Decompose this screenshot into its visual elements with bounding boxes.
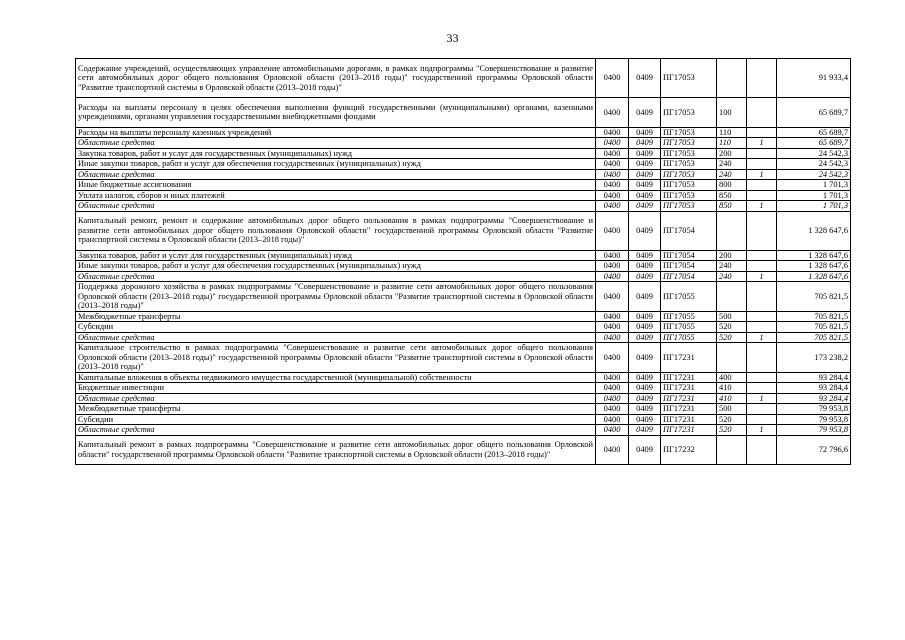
row-podrazdel: 0409 bbox=[629, 190, 661, 201]
row-expense-type bbox=[717, 435, 747, 465]
row-amount: 93 284,4 bbox=[777, 372, 851, 383]
table-row bbox=[76, 59, 851, 98]
row-expense-type: 110 bbox=[717, 127, 747, 138]
row-name: Закупка товаров, работ и услуг для государственных (муниципальных) нужд bbox=[76, 148, 596, 159]
row-amount: 705 821,5 bbox=[777, 322, 851, 333]
row-target-code: ПГ17053 bbox=[661, 98, 717, 128]
row-name: Иные закупки товаров, работ и услуг для обеспечения государственных (муниципальных) нужд bbox=[76, 159, 596, 170]
row-name: Закупка товаров, работ и услуг для государственных (муниципальных) нужд bbox=[76, 250, 596, 261]
row-amount: 705 821,5 bbox=[777, 282, 851, 312]
row-podrazdel: 0409 bbox=[629, 404, 661, 415]
row-target-code: ПГ17053 bbox=[661, 148, 717, 159]
row-razdel: 0400 bbox=[596, 372, 629, 383]
table-row bbox=[76, 332, 851, 343]
budget-table bbox=[75, 58, 851, 465]
row-expense-type: 520 bbox=[717, 332, 747, 343]
row-expense-type: 850 bbox=[717, 201, 747, 212]
table-row bbox=[76, 138, 851, 149]
row-name: Капитальное строительство в рамках подпрограммы "Совершенствование и развитие сети автомобильных дорог общего пользования Орловской области (2013–2018 годы)" государственной программы Орловской области "Развитие транспортной системы в Орловской области (2013–2018 годы)" bbox=[76, 343, 596, 373]
row-podrazdel: 0409 bbox=[629, 98, 661, 128]
row-razdel: 0400 bbox=[596, 98, 629, 128]
row-target-code: ПГ17054 bbox=[661, 211, 717, 250]
row-podrazdel: 0409 bbox=[629, 127, 661, 138]
row-amount: 1 328 647,6 bbox=[777, 250, 851, 261]
page-number: 33 bbox=[446, 31, 459, 45]
row-podrazdel: 0409 bbox=[629, 372, 661, 383]
table-row bbox=[76, 159, 851, 170]
row-podrazdel: 0409 bbox=[629, 383, 661, 394]
row-razdel: 0400 bbox=[596, 393, 629, 404]
row-amount: 93 284,4 bbox=[777, 383, 851, 394]
row-podrazdel: 0409 bbox=[629, 169, 661, 180]
row-amount: 93 284,4 bbox=[777, 393, 851, 404]
table-row bbox=[76, 190, 851, 201]
row-name: Субсидии bbox=[76, 322, 596, 333]
row-funding-source bbox=[747, 98, 777, 128]
table-row bbox=[76, 404, 851, 415]
table-row bbox=[76, 127, 851, 138]
row-funding-source: 1 bbox=[747, 332, 777, 343]
row-funding-source bbox=[747, 211, 777, 250]
row-amount: 705 821,5 bbox=[777, 311, 851, 322]
row-funding-source bbox=[747, 250, 777, 261]
row-razdel: 0400 bbox=[596, 404, 629, 415]
table-row bbox=[76, 393, 851, 404]
row-razdel: 0400 bbox=[596, 148, 629, 159]
row-target-code: ПГ17231 bbox=[661, 393, 717, 404]
row-podrazdel: 0409 bbox=[629, 322, 661, 333]
row-name: Капитальный ремонт в рамках подпрограммы "Совершенствование и развитие сети автомобильных дорог общего пользования Орловской области" государственной программы Орловской области "Развитие транспортной системы в Орловской области (2013–2018 годы)" bbox=[76, 435, 596, 465]
row-funding-source bbox=[747, 372, 777, 383]
table-row bbox=[76, 282, 851, 312]
row-name: Областные средства bbox=[76, 332, 596, 343]
row-expense-type: 200 bbox=[717, 148, 747, 159]
row-funding-source bbox=[747, 414, 777, 425]
row-podrazdel: 0409 bbox=[629, 211, 661, 250]
row-amount: 79 953,8 bbox=[777, 425, 851, 436]
table-row bbox=[76, 271, 851, 282]
row-funding-source bbox=[747, 343, 777, 373]
row-funding-source bbox=[747, 148, 777, 159]
row-target-code: ПГ17053 bbox=[661, 201, 717, 212]
row-expense-type: 520 bbox=[717, 414, 747, 425]
row-funding-source bbox=[747, 322, 777, 333]
row-target-code: ПГ17231 bbox=[661, 425, 717, 436]
row-funding-source bbox=[747, 180, 777, 191]
table-row bbox=[76, 169, 851, 180]
row-funding-source: 1 bbox=[747, 138, 777, 149]
row-expense-type: 100 bbox=[717, 98, 747, 128]
row-funding-source bbox=[747, 383, 777, 394]
row-funding-source bbox=[747, 282, 777, 312]
row-razdel: 0400 bbox=[596, 425, 629, 436]
row-podrazdel: 0409 bbox=[629, 138, 661, 149]
row-amount: 65 689,7 bbox=[777, 98, 851, 128]
row-podrazdel: 0409 bbox=[629, 414, 661, 425]
row-razdel: 0400 bbox=[596, 271, 629, 282]
row-podrazdel: 0409 bbox=[629, 311, 661, 322]
row-target-code: ПГ17054 bbox=[661, 250, 717, 261]
row-funding-source: 1 bbox=[747, 201, 777, 212]
row-expense-type: 800 bbox=[717, 180, 747, 191]
row-amount: 24 542,3 bbox=[777, 159, 851, 170]
row-expense-type bbox=[717, 343, 747, 373]
row-podrazdel: 0409 bbox=[629, 282, 661, 312]
row-amount: 1 328 647,6 bbox=[777, 271, 851, 282]
row-funding-source bbox=[747, 311, 777, 322]
row-target-code: ПГ17055 bbox=[661, 311, 717, 322]
table-row bbox=[76, 383, 851, 394]
row-expense-type: 500 bbox=[717, 311, 747, 322]
row-name: Иные закупки товаров, работ и услуг для обеспечения государственных (муниципальных) нужд bbox=[76, 261, 596, 272]
row-razdel: 0400 bbox=[596, 159, 629, 170]
row-funding-source bbox=[747, 127, 777, 138]
row-podrazdel: 0409 bbox=[629, 261, 661, 272]
row-amount: 79 953,8 bbox=[777, 414, 851, 425]
row-name: Межбюджетные трансферты bbox=[76, 311, 596, 322]
row-razdel: 0400 bbox=[596, 59, 629, 98]
table-row bbox=[76, 322, 851, 333]
row-target-code: ПГ17055 bbox=[661, 322, 717, 333]
row-target-code: ПГ17053 bbox=[661, 127, 717, 138]
row-amount: 24 542,3 bbox=[777, 169, 851, 180]
row-name: Расходы на выплаты персоналу в целях обеспечения выполнения функций государственными (муниципальными) органами, казенными учреждениями, органами управления государственными внебюджетными фондами bbox=[76, 98, 596, 128]
row-funding-source bbox=[747, 435, 777, 465]
row-amount: 1 328 647,6 bbox=[777, 211, 851, 250]
row-expense-type: 240 bbox=[717, 159, 747, 170]
table-row bbox=[76, 180, 851, 191]
row-razdel: 0400 bbox=[596, 435, 629, 465]
row-amount: 173 238,2 bbox=[777, 343, 851, 373]
row-expense-type bbox=[717, 59, 747, 98]
row-funding-source bbox=[747, 159, 777, 170]
table-row bbox=[76, 98, 851, 128]
row-funding-source: 1 bbox=[747, 393, 777, 404]
row-amount: 79 953,8 bbox=[777, 404, 851, 415]
row-razdel: 0400 bbox=[596, 138, 629, 149]
row-razdel: 0400 bbox=[596, 311, 629, 322]
row-name: Межбюджетные трансферты bbox=[76, 404, 596, 415]
row-target-code: ПГ17053 bbox=[661, 169, 717, 180]
row-target-code: ПГ17231 bbox=[661, 372, 717, 383]
row-target-code: ПГ17054 bbox=[661, 261, 717, 272]
row-target-code: ПГ17054 bbox=[661, 271, 717, 282]
row-amount: 91 933,4 bbox=[777, 59, 851, 98]
row-expense-type: 240 bbox=[717, 261, 747, 272]
row-name: Областные средства bbox=[76, 201, 596, 212]
row-amount: 65 689,7 bbox=[777, 138, 851, 149]
row-name: Областные средства bbox=[76, 425, 596, 436]
row-name: Поддержка дорожного хозяйства в рамках подпрограммы "Совершенствование и развитие сети автомобильных дорог общего пользования Орловской области (2013–2018 годы)" государственной программы Орловской области "Развитие транспортной системы в Орловской области (2013–2018 годы)" bbox=[76, 282, 596, 312]
row-amount: 705 821,5 bbox=[777, 332, 851, 343]
row-razdel: 0400 bbox=[596, 127, 629, 138]
row-amount: 1 328 647,6 bbox=[777, 261, 851, 272]
row-razdel: 0400 bbox=[596, 201, 629, 212]
row-amount: 65 689,7 bbox=[777, 127, 851, 138]
row-amount: 1 701,3 bbox=[777, 180, 851, 191]
table-row bbox=[76, 201, 851, 212]
row-expense-type: 240 bbox=[717, 271, 747, 282]
row-funding-source bbox=[747, 59, 777, 98]
row-funding-source bbox=[747, 261, 777, 272]
row-name: Капитальные вложения в объекты недвижимого имущества государственной (муниципальной) собственности bbox=[76, 372, 596, 383]
table-row bbox=[76, 250, 851, 261]
row-razdel: 0400 bbox=[596, 343, 629, 373]
row-funding-source: 1 bbox=[747, 425, 777, 436]
row-name: Иные бюджетные ассигнования bbox=[76, 180, 596, 191]
row-razdel: 0400 bbox=[596, 261, 629, 272]
row-name: Уплата налогов, сборов и иных платежей bbox=[76, 190, 596, 201]
row-amount: 72 796,6 bbox=[777, 435, 851, 465]
row-name: Областные средства bbox=[76, 271, 596, 282]
row-expense-type: 520 bbox=[717, 425, 747, 436]
row-target-code: ПГ17055 bbox=[661, 282, 717, 312]
row-podrazdel: 0409 bbox=[629, 435, 661, 465]
row-podrazdel: 0409 bbox=[629, 271, 661, 282]
row-expense-type bbox=[717, 211, 747, 250]
row-funding-source: 1 bbox=[747, 271, 777, 282]
row-razdel: 0400 bbox=[596, 169, 629, 180]
row-funding-source bbox=[747, 404, 777, 415]
row-funding-source bbox=[747, 190, 777, 201]
row-razdel: 0400 bbox=[596, 180, 629, 191]
table-row bbox=[76, 343, 851, 373]
table-row bbox=[76, 311, 851, 322]
row-razdel: 0400 bbox=[596, 190, 629, 201]
table-row bbox=[76, 372, 851, 383]
table-row bbox=[76, 425, 851, 436]
row-razdel: 0400 bbox=[596, 250, 629, 261]
row-name: Областные средства bbox=[76, 393, 596, 404]
row-target-code: ПГ17053 bbox=[661, 59, 717, 98]
row-name: Расходы на выплаты персоналу казенных учреждений bbox=[76, 127, 596, 138]
row-expense-type: 500 bbox=[717, 404, 747, 415]
row-name: Бюджетные инвестиции bbox=[76, 383, 596, 394]
row-funding-source: 1 bbox=[747, 169, 777, 180]
row-target-code: ПГ17055 bbox=[661, 332, 717, 343]
row-target-code: ПГ17053 bbox=[661, 138, 717, 149]
row-podrazdel: 0409 bbox=[629, 148, 661, 159]
row-name: Содержание учреждений, осуществляющих управление автомобильными дорогами, в рамках подпрограммы "Совершенствование и развитие сети автомобильных дорог общего пользования Орловской области (2013–2018 годы)" государственной программы Орловской области "Развитие транспортной системы в Орловской области (2013–2018 годы)" bbox=[76, 59, 596, 98]
row-target-code: ПГ17053 bbox=[661, 190, 717, 201]
table-row bbox=[76, 414, 851, 425]
row-target-code: ПГ17231 bbox=[661, 383, 717, 394]
table-row bbox=[76, 211, 851, 250]
row-expense-type: 410 bbox=[717, 383, 747, 394]
table-row bbox=[76, 148, 851, 159]
row-expense-type: 110 bbox=[717, 138, 747, 149]
budget-table-body bbox=[76, 59, 851, 465]
row-name: Капитальный ремонт, ремонт и содержание автомобильных дорог общего пользования в рамках подпрограммы "Совершенствование и развитие сети автомобильных дорог общего пользования Орловской области" государственной программы Орловской области "Развитие транспортной системы в Орловской области (2013–2018 годы)" bbox=[76, 211, 596, 250]
row-razdel: 0400 bbox=[596, 322, 629, 333]
row-razdel: 0400 bbox=[596, 211, 629, 250]
row-amount: 1 701,3 bbox=[777, 190, 851, 201]
row-razdel: 0400 bbox=[596, 414, 629, 425]
row-expense-type bbox=[717, 282, 747, 312]
row-podrazdel: 0409 bbox=[629, 332, 661, 343]
row-razdel: 0400 bbox=[596, 383, 629, 394]
row-target-code: ПГ17231 bbox=[661, 404, 717, 415]
row-podrazdel: 0409 bbox=[629, 393, 661, 404]
row-target-code: ПГ17231 bbox=[661, 414, 717, 425]
row-podrazdel: 0409 bbox=[629, 180, 661, 191]
row-podrazdel: 0409 bbox=[629, 250, 661, 261]
row-target-code: ПГ17232 bbox=[661, 435, 717, 465]
row-expense-type: 200 bbox=[717, 250, 747, 261]
table-row bbox=[76, 261, 851, 272]
row-razdel: 0400 bbox=[596, 282, 629, 312]
row-amount: 24 542,3 bbox=[777, 148, 851, 159]
row-razdel: 0400 bbox=[596, 332, 629, 343]
table-row bbox=[76, 435, 851, 465]
row-amount: 1 701,3 bbox=[777, 201, 851, 212]
row-podrazdel: 0409 bbox=[629, 425, 661, 436]
row-expense-type: 850 bbox=[717, 190, 747, 201]
row-podrazdel: 0409 bbox=[629, 159, 661, 170]
row-expense-type: 520 bbox=[717, 322, 747, 333]
row-target-code: ПГ17231 bbox=[661, 343, 717, 373]
row-expense-type: 240 bbox=[717, 169, 747, 180]
row-target-code: ПГ17053 bbox=[661, 180, 717, 191]
row-name: Областные средства bbox=[76, 169, 596, 180]
row-podrazdel: 0409 bbox=[629, 343, 661, 373]
row-name: Субсидии bbox=[76, 414, 596, 425]
row-expense-type: 400 bbox=[717, 372, 747, 383]
row-name: Областные средства bbox=[76, 138, 596, 149]
row-podrazdel: 0409 bbox=[629, 59, 661, 98]
row-podrazdel: 0409 bbox=[629, 201, 661, 212]
row-target-code: ПГ17053 bbox=[661, 159, 717, 170]
row-expense-type: 410 bbox=[717, 393, 747, 404]
